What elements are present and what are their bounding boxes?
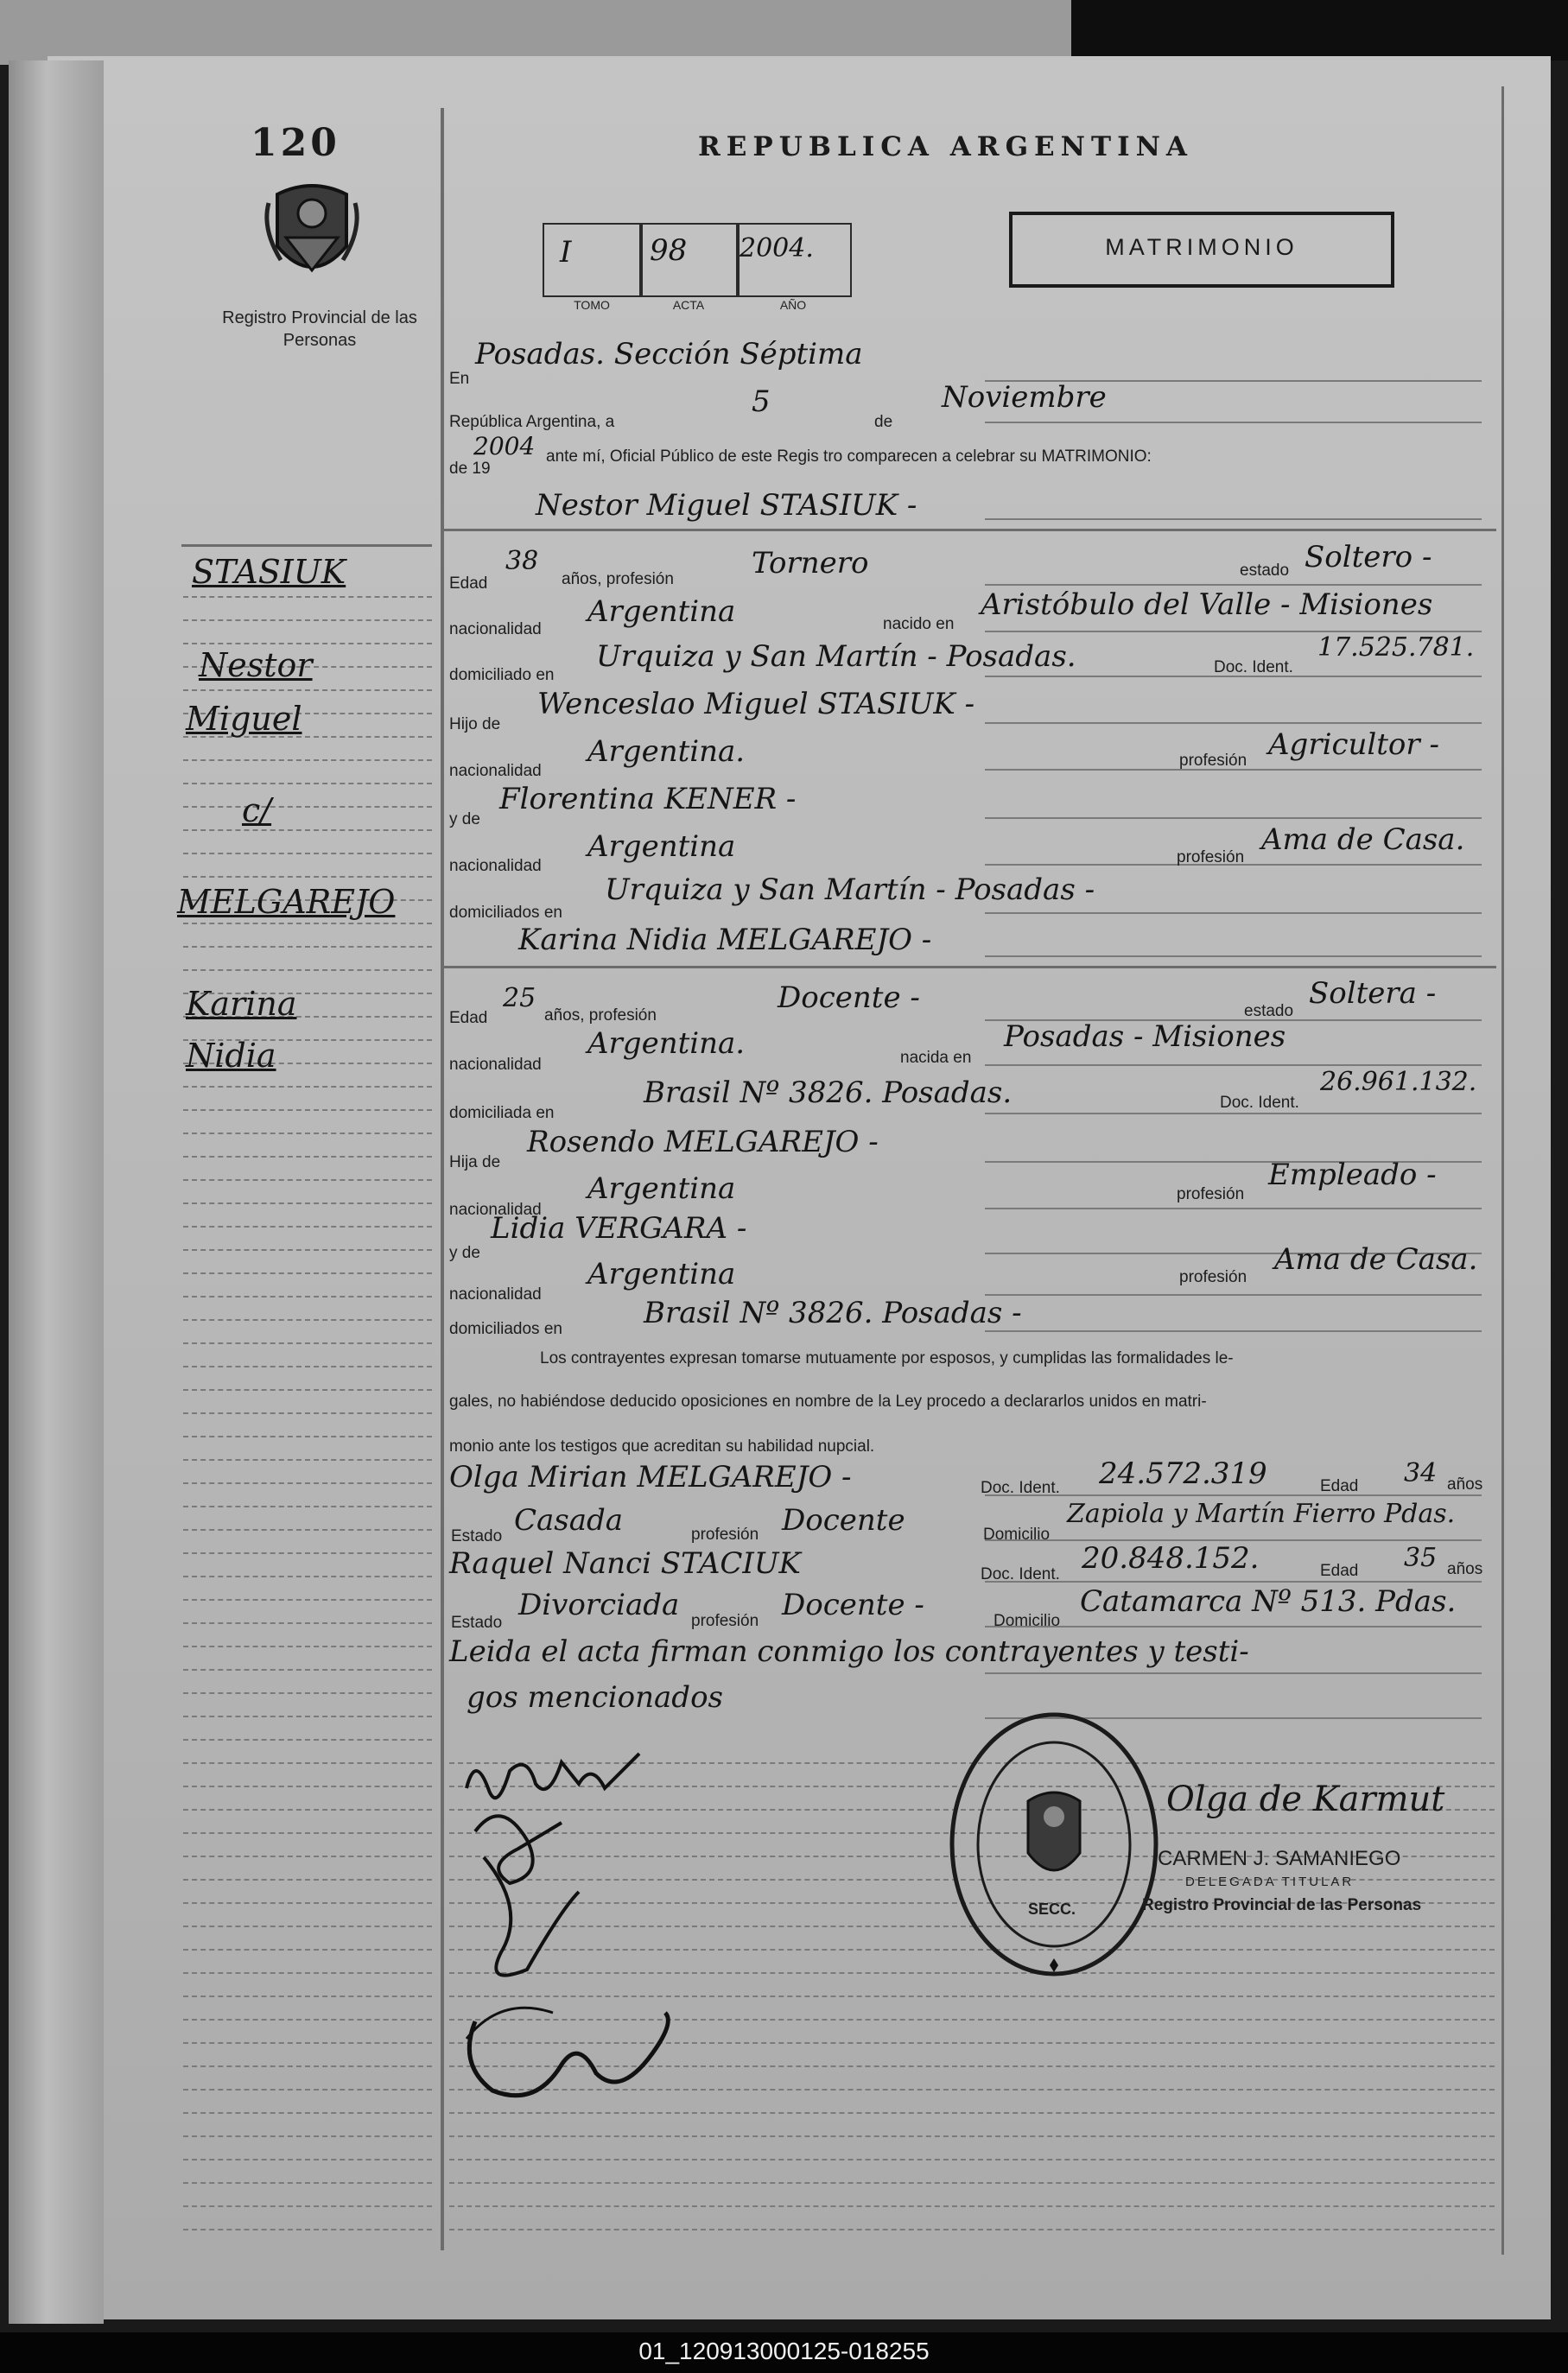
witness2-address: Catamarca Nº 513. Pdas. xyxy=(1080,1584,1457,1619)
groom-age: 38 xyxy=(505,546,539,576)
margin-rule-line xyxy=(183,923,432,924)
groom-doc-label: Doc. Ident. xyxy=(1214,658,1293,676)
groom-doc: 17.525.781. xyxy=(1317,632,1475,663)
bride-mother-profession: Ama de Casa. xyxy=(1274,1242,1478,1277)
bride-hija-label: Hija de xyxy=(449,1153,501,1171)
margin-rule-line xyxy=(183,1926,432,1927)
margin-rule-line xyxy=(183,1902,432,1904)
margin-rule-line xyxy=(183,1692,432,1694)
bride-separator xyxy=(441,966,1496,968)
officer-signature: Olga de Karmut xyxy=(1166,1780,1445,1819)
groom-parents-dom-label: domiciliados en xyxy=(449,904,562,922)
groom-yde-label: y de xyxy=(449,810,480,828)
bride-doc: 26.961.132. xyxy=(1320,1067,1477,1097)
tomo-cell xyxy=(543,223,643,297)
form-rule-line xyxy=(985,1294,1482,1296)
margin-name-bride-1: Karina xyxy=(186,985,297,1023)
groom-separator xyxy=(441,529,1496,531)
groom-parents-address: Urquiza y San Martín - Posadas - xyxy=(605,872,1095,907)
margin-name-bride-2: Nidia xyxy=(186,1037,276,1075)
record-type: MATRIMONIO xyxy=(1105,234,1298,260)
margin-rule-line xyxy=(183,596,432,598)
witness2-doc-label: Doc. Ident. xyxy=(981,1565,1060,1583)
record-type-box xyxy=(1009,212,1394,288)
form-rule-line xyxy=(985,722,1482,724)
acta-value: 98 xyxy=(650,233,688,268)
form-rule-line xyxy=(985,955,1482,957)
margin-rule-line xyxy=(183,1109,432,1111)
form-rule-line xyxy=(985,817,1482,819)
margin-rule-line xyxy=(183,2019,432,2021)
form-rule-line xyxy=(449,2135,1495,2137)
year: 2004 xyxy=(473,432,536,460)
margin-rule-line xyxy=(183,1856,432,1857)
groom-hijo-label: Hijo de xyxy=(449,715,501,733)
bride-nacida-label: nacida en xyxy=(900,1049,972,1067)
witness2-age: 35 xyxy=(1404,1543,1438,1573)
groom-nationality: Argentina xyxy=(587,594,736,629)
margin-rule-line xyxy=(183,1552,432,1554)
margin-rule-line xyxy=(183,1879,432,1881)
margin-rule-line xyxy=(183,1342,432,1344)
bride-estado: Soltera - xyxy=(1309,976,1437,1011)
margin-rule-line xyxy=(183,1412,432,1414)
bride-anos-label: años, profesión xyxy=(544,1006,657,1025)
witness2-anos-label: años xyxy=(1447,1560,1483,1578)
form-rule-line xyxy=(449,2205,1495,2207)
margin-rule-line xyxy=(183,1156,432,1158)
margin-rule-line xyxy=(183,759,432,761)
footer-bar xyxy=(0,2332,1568,2373)
bride-father-nationality: Argentina xyxy=(587,1171,736,1206)
margin-connector: c/ xyxy=(242,791,272,829)
margin-rule-line xyxy=(183,1972,432,1974)
bride-mother: Lidia VERGARA - xyxy=(491,1211,747,1246)
margin-rule-line xyxy=(183,1809,432,1811)
form-rule-line xyxy=(985,1330,1482,1332)
margin-rule-line xyxy=(183,2135,432,2137)
form-rule-line xyxy=(985,422,1482,423)
place: Posadas. Sección Séptima xyxy=(475,337,863,371)
seal-bottom-text: SECC. xyxy=(1028,1900,1076,1918)
witness1-age: 34 xyxy=(1404,1458,1438,1488)
margin-rule-line xyxy=(183,1786,432,1787)
bride-estado-label: estado xyxy=(1244,1002,1294,1020)
bride-father-profession: Empleado - xyxy=(1268,1158,1437,1192)
margin-rule-line xyxy=(183,1366,432,1367)
form-rule-line xyxy=(985,1064,1482,1066)
witness1-doc-label: Doc. Ident. xyxy=(981,1479,1060,1497)
witness2-estado: Divorciada xyxy=(518,1588,680,1622)
bride-birthplace: Posadas - Misiones xyxy=(1004,1019,1286,1054)
margin-rule-line xyxy=(183,1249,432,1251)
form-rule-line xyxy=(985,912,1482,914)
margin-rule-line xyxy=(183,1576,432,1577)
bride-parents-address: Brasil Nº 3826. Posadas - xyxy=(644,1296,1022,1330)
dark-background xyxy=(1071,0,1568,60)
page-number: 120 xyxy=(251,121,340,165)
margin-rule-line xyxy=(183,1832,432,1834)
legal-line-1: Los contrayentes expresan tomarse mutuamente por esposos, y cumplidas las formalidades le- xyxy=(540,1349,1234,1367)
groom-name: Nestor Miguel STASIUK - xyxy=(536,488,917,523)
margin-rule-line xyxy=(183,2089,432,2091)
margin-rule-line xyxy=(183,1762,432,1764)
witness2-doc: 20.848.152. xyxy=(1082,1541,1260,1576)
coat-of-arms-icon xyxy=(262,177,362,291)
margin-rule-line xyxy=(183,1133,432,1134)
margin-rule-line xyxy=(183,689,432,691)
margin-rule-line xyxy=(183,1226,432,1228)
margin-rule-line xyxy=(183,1436,432,1437)
margin-surname-bride: MELGAREJO xyxy=(177,883,396,921)
month: Noviembre xyxy=(942,380,1107,415)
witness1-profession: Docente xyxy=(782,1503,905,1538)
bride-dom-label: domiciliada en xyxy=(449,1104,555,1122)
margin-rule-line xyxy=(183,1202,432,1204)
form-rule-line xyxy=(449,2229,1495,2230)
margin-rule-line xyxy=(183,1669,432,1671)
bride-doc-label: Doc. Ident. xyxy=(1220,1094,1299,1112)
margin-rule-line xyxy=(183,1599,432,1601)
witness2-dom-label: Domicilio xyxy=(993,1612,1061,1630)
witness2-edad-label: Edad xyxy=(1320,1562,1359,1580)
margin-name-groom-1: Nestor xyxy=(199,646,313,684)
officer-registry: Registro Provincial de las Personas xyxy=(1142,1896,1422,1914)
book-binding xyxy=(9,60,104,2324)
margin-rule-line xyxy=(183,2065,432,2067)
signatures-scribbles xyxy=(449,1736,726,2125)
margin-rule-line xyxy=(183,1622,432,1624)
witness2-name: Raquel Nanci STACIUK xyxy=(449,1546,801,1581)
bride-profession: Docente - xyxy=(778,980,920,1015)
bride-mother-nat-label: nacionalidad xyxy=(449,1285,542,1304)
witness1-name: Olga Mirian MELGAREJO - xyxy=(449,1460,852,1494)
groom-nat-label: nacionalidad xyxy=(449,620,542,638)
margin-rule-line xyxy=(183,1296,432,1298)
margin-rule-line xyxy=(183,1482,432,1484)
margin-divider xyxy=(441,108,444,2250)
bride-age: 25 xyxy=(503,983,536,1013)
acta-label: ACTA xyxy=(672,298,705,312)
margin-rule-line xyxy=(183,1272,432,1274)
witness1-estado: Casada xyxy=(514,1503,624,1538)
margin-name-groom-2: Miguel xyxy=(186,700,302,738)
groom-nacido-label: nacido en xyxy=(883,615,955,633)
groom-address: Urquiza y San Martín - Posadas. xyxy=(596,639,1076,674)
groom-father-nationality: Argentina. xyxy=(587,734,746,769)
margin-top-rule xyxy=(181,544,432,547)
groom-estado: Soltero - xyxy=(1305,540,1432,574)
witness1-address: Zapiola y Martín Fierro Pdas. xyxy=(1067,1499,1456,1529)
form-rule-line xyxy=(985,1208,1482,1209)
legal-line-3: monio ante los testigos que acreditan su habilidad nupcial. xyxy=(449,1437,875,1456)
margin-rule-line xyxy=(183,1646,432,1647)
margin-rule-line xyxy=(183,643,432,644)
witness1-anos-label: años xyxy=(1447,1475,1483,1494)
margin-rule-line xyxy=(183,1179,432,1181)
tomo-value: I xyxy=(560,235,572,270)
groom-birthplace: Aristóbulo del Valle - Misiones xyxy=(981,587,1433,622)
witness1-prof-label: profesión xyxy=(691,1526,759,1544)
margin-rule-line xyxy=(183,1739,432,1741)
groom-mother-nat-label: nacionalidad xyxy=(449,857,542,875)
official-seal xyxy=(946,1706,1162,1991)
margin-rule-line xyxy=(183,2182,432,2184)
witness1-edad-label: Edad xyxy=(1320,1477,1359,1495)
closing-line-2: gos mencionados xyxy=(467,1680,723,1715)
closing-line-1: Leida el acta firman conmigo los contrayentes y testi- xyxy=(449,1634,1249,1669)
groom-father: Wenceslao Miguel STASIUK - xyxy=(537,687,975,721)
witness1-dom-label: Domicilio xyxy=(983,1526,1051,1544)
margin-rule-line xyxy=(183,2159,432,2160)
bride-nationality: Argentina. xyxy=(587,1026,746,1061)
day: 5 xyxy=(752,384,771,419)
margin-surname-groom: STASIUK xyxy=(192,553,346,591)
ano-label: AÑO xyxy=(779,298,807,312)
margin-rule-line xyxy=(183,853,432,854)
bride-mother-nationality: Argentina xyxy=(587,1257,736,1291)
margin-rule-line xyxy=(183,829,432,831)
margin-rule-line xyxy=(183,783,432,784)
ano-value: 2004. xyxy=(740,233,814,263)
groom-mother-nationality: Argentina xyxy=(587,829,736,864)
groom-estado-label: estado xyxy=(1240,562,1290,580)
tomo-label: TOMO xyxy=(574,298,610,312)
groom-mother: Florentina KENER - xyxy=(499,782,797,816)
margin-rule-line xyxy=(183,1086,432,1088)
margin-rule-line xyxy=(183,619,432,621)
margin-rule-line xyxy=(183,876,432,878)
groom-anos-label: años, profesión xyxy=(562,570,674,588)
witness2-profession: Docente - xyxy=(782,1588,924,1622)
registry-name: Registro Provincial de las Personas xyxy=(222,308,417,350)
groom-profession: Tornero xyxy=(752,546,869,581)
margin-rule-line xyxy=(183,1529,432,1531)
margin-rule-line xyxy=(183,1949,432,1951)
form-rule-line xyxy=(985,584,1482,586)
officer-title: DELEGADA TITULAR xyxy=(1185,1875,1355,1889)
underlying-page xyxy=(0,0,1071,65)
groom-father-profession: Agricultor - xyxy=(1268,727,1439,762)
margin-rule-line xyxy=(183,1716,432,1717)
margin-rule-line xyxy=(183,2112,432,2114)
bride-father-prof-label: profesión xyxy=(1177,1185,1245,1203)
margin-rule-line xyxy=(183,969,432,971)
margin-rule-line xyxy=(183,1459,432,1461)
bride-edad-label: Edad xyxy=(449,1009,488,1027)
groom-mother-profession: Ama de Casa. xyxy=(1261,822,1465,857)
margin-rule-line xyxy=(183,2205,432,2207)
republica-label: República Argentina, a xyxy=(449,413,615,431)
de-label: de xyxy=(874,413,893,431)
form-rule-line xyxy=(449,2182,1495,2184)
margin-rule-line xyxy=(183,806,432,808)
groom-father-prof-label: profesión xyxy=(1179,752,1247,770)
officer-name: CARMEN J. SAMANIEGO xyxy=(1158,1847,1401,1870)
intro-text: ante mí, Oficial Público de este Regis tro comparecen a celebrar su MATRIMONIO: xyxy=(546,447,1152,466)
margin-rule-line xyxy=(183,1319,432,1321)
margin-rule-line xyxy=(183,2229,432,2230)
groom-edad-label: Edad xyxy=(449,574,488,593)
bride-name: Karina Nidia MELGAREJO - xyxy=(518,923,932,957)
form-rule-line xyxy=(985,1672,1482,1674)
bride-nat-label: nacionalidad xyxy=(449,1056,542,1074)
form-rule-line xyxy=(985,518,1482,520)
file-identifier: 01_120913000125-018255 xyxy=(638,2338,930,2364)
right-border xyxy=(1501,86,1504,2255)
margin-rule-line xyxy=(183,1389,432,1391)
witness1-doc: 24.572.319 xyxy=(1099,1456,1267,1491)
margin-rule-line xyxy=(183,1506,432,1507)
witness2-prof-label: profesión xyxy=(691,1612,759,1630)
witness1-estado-label: Estado xyxy=(451,1527,503,1545)
en-label: En xyxy=(449,370,470,388)
groom-dom-label: domiciliado en xyxy=(449,666,555,684)
margin-rule-line xyxy=(183,2042,432,2044)
bride-address: Brasil Nº 3826. Posadas. xyxy=(644,1075,1013,1110)
bride-father: Rosendo MELGAREJO - xyxy=(527,1125,879,1159)
de19-label: de 19 xyxy=(449,460,491,478)
country-title: REPUBLICA ARGENTINA xyxy=(698,131,1193,162)
witness2-estado-label: Estado xyxy=(451,1614,503,1632)
bride-parents-dom-label: domiciliados en xyxy=(449,1320,562,1338)
margin-rule-line xyxy=(183,1995,432,1997)
legal-line-2: gales, no habiéndose deducido oposiciones en nombre de la Ley procedo a declararlos unidos en matri- xyxy=(449,1393,1207,1411)
groom-father-nat-label: nacionalidad xyxy=(449,762,542,780)
bride-yde-label: y de xyxy=(449,1244,480,1262)
groom-mother-prof-label: profesión xyxy=(1177,848,1245,866)
bride-father-nat-label: nacionalidad xyxy=(449,1201,542,1219)
form-rule-line xyxy=(449,2159,1495,2160)
margin-rule-line xyxy=(183,946,432,948)
bride-mother-prof-label: profesión xyxy=(1179,1268,1247,1286)
form-rule-line xyxy=(985,1113,1482,1114)
